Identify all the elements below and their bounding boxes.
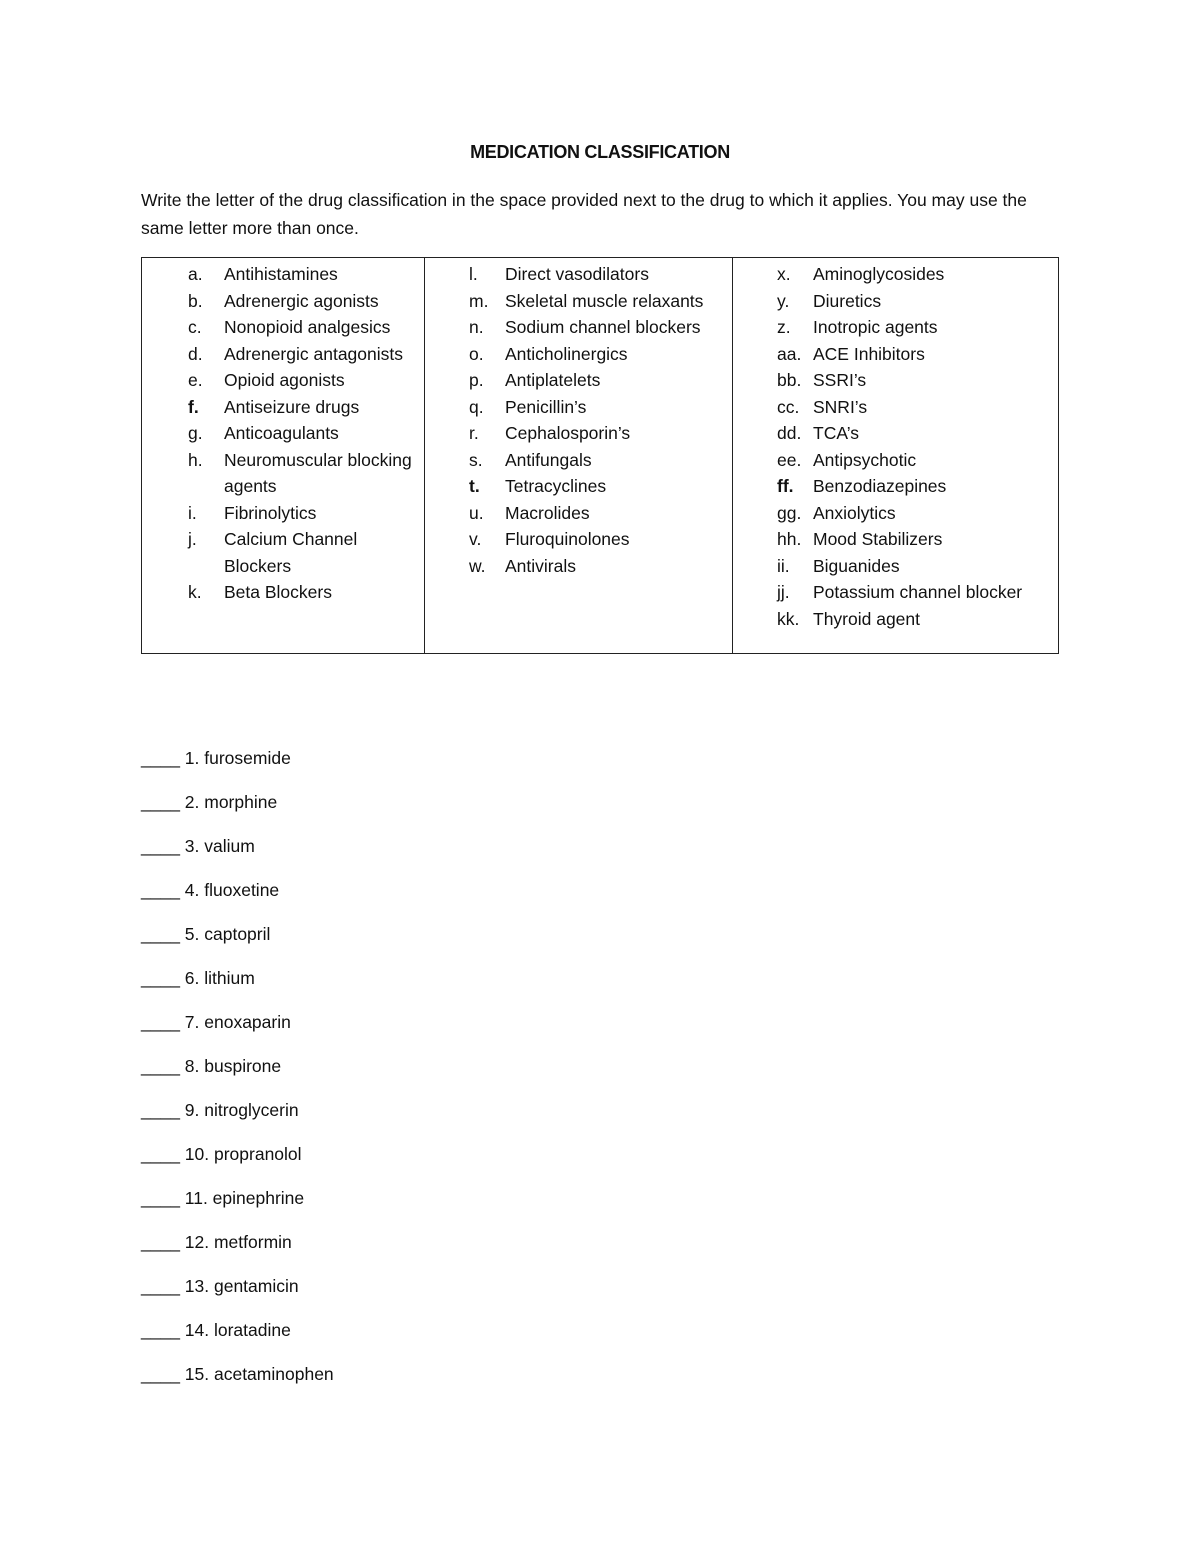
classification-name: Cephalosporin’s — [505, 423, 631, 443]
classification-letter: ee. — [777, 449, 802, 470]
classification-name: Adrenergic agonists — [224, 290, 379, 311]
classification-letter: cc. — [777, 396, 800, 417]
question-item: ____ 1. furosemide — [141, 748, 291, 768]
question-item: ____ 14. loratadine — [141, 1320, 291, 1340]
classification-column-3 — [733, 258, 1058, 653]
classification-item — [425, 288, 732, 315]
classification-letter: g. — [188, 423, 203, 443]
classification-letter: jj. — [777, 582, 790, 602]
classification-item — [733, 341, 1058, 368]
classification-name: Antiseizure drugs — [224, 396, 360, 417]
question-item: ____ 7. enoxaparin — [141, 1012, 291, 1032]
classification-letter: o. — [469, 343, 484, 364]
question-item: ____ 2. morphine — [141, 792, 278, 812]
classification-name: Neuromuscular blocking agents — [224, 449, 412, 496]
question-item: ____ 3. valium — [141, 836, 255, 856]
classification-letter: q. — [469, 396, 484, 417]
classification-item — [142, 500, 424, 527]
classification-name: Benzodiazepines — [813, 476, 947, 496]
classification-item — [425, 367, 732, 394]
classification-item — [733, 288, 1058, 315]
classification-letter: k. — [188, 582, 202, 602]
classification-item — [425, 473, 732, 500]
classification-item — [733, 500, 1058, 527]
classification-name: Antiplatelets — [505, 370, 601, 390]
question-item: ____ 6. lithium — [141, 968, 255, 988]
classification-name: Thyroid agent — [813, 608, 921, 629]
classification-item — [142, 261, 424, 288]
question-item: ____ 8. buspirone — [141, 1056, 282, 1076]
classification-name: Anticoagulants — [224, 423, 339, 443]
classification-letter: y. — [777, 290, 790, 311]
classification-item — [425, 447, 732, 474]
classification-name: Direct vasodilators — [505, 264, 649, 284]
classification-item — [425, 500, 732, 527]
classification-letter: x. — [777, 264, 791, 284]
classification-item — [733, 606, 1058, 633]
classification-name: Mood Stabilizers — [813, 529, 943, 549]
classification-letter: z. — [777, 317, 791, 337]
classification-letter: bb. — [777, 370, 802, 390]
classification-item — [733, 579, 1058, 606]
classification-letter: b. — [188, 290, 203, 311]
classification-name: Antivirals — [505, 555, 576, 576]
classification-name: SNRI’s — [813, 396, 868, 417]
classification-name: Opioid agonists — [224, 370, 345, 390]
classification-name: Tetracyclines — [505, 476, 607, 496]
classification-item — [142, 341, 424, 368]
classification-letter: f. — [188, 396, 199, 417]
classification-letter: c. — [188, 317, 202, 337]
classification-letter: v. — [469, 529, 482, 549]
question-item: ____ 9. nitroglycerin — [141, 1100, 299, 1120]
classification-name: Sodium channel blockers — [505, 317, 701, 337]
classification-letter: i. — [188, 502, 197, 523]
classification-name: ACE Inhibitors — [813, 343, 925, 364]
classification-letter: r. — [469, 423, 479, 443]
classification-letter: j. — [188, 529, 197, 549]
classification-item — [425, 420, 732, 447]
classification-letter: d. — [188, 343, 203, 364]
classification-name: Fluroquinolones — [505, 529, 630, 549]
question-item: ____ 5. captopril — [141, 924, 271, 944]
classification-name: Beta Blockers — [224, 582, 332, 602]
classification-name: Skeletal muscle relaxants — [505, 290, 704, 311]
classification-letter: gg. — [777, 502, 802, 523]
classification-name: Fibrinolytics — [224, 502, 317, 523]
classification-letter: t. — [469, 476, 480, 496]
classification-name: Penicillin’s — [505, 396, 587, 417]
classification-letter: n. — [469, 317, 484, 337]
classification-name: Inotropic agents — [813, 317, 938, 337]
classification-name: Biguanides — [813, 555, 900, 576]
classification-letter: a. — [188, 264, 203, 284]
classification-column-2 — [425, 258, 733, 653]
classification-item — [142, 420, 424, 447]
classification-letter: s. — [469, 449, 483, 470]
question-item: ____ 12. metformin — [141, 1232, 292, 1252]
classification-name: Antipsychotic — [813, 449, 917, 470]
classification-letter: dd. — [777, 423, 802, 443]
classification-letter: p. — [469, 370, 484, 390]
classification-name: Antihistamines — [224, 264, 338, 284]
classification-letter: m. — [469, 290, 489, 311]
classification-item — [733, 261, 1058, 288]
question-item: ____ 13. gentamicin — [141, 1276, 299, 1296]
classification-item — [142, 579, 424, 606]
classification-name: Aminoglycosides — [813, 264, 945, 284]
classification-name: Antifungals — [505, 449, 592, 470]
classification-item — [733, 394, 1058, 421]
classification-item — [733, 526, 1058, 553]
classification-name: Diuretics — [813, 290, 882, 311]
classification-item — [142, 526, 424, 579]
classification-item — [142, 288, 424, 315]
classification-item — [425, 341, 732, 368]
classification-item — [733, 473, 1058, 500]
question-item: ____ 4. fluoxetine — [141, 880, 280, 900]
instructions-paragraph: Write the letter of the drug classification in the space provided next to the drug to which it applies. You may use the same letter more than once. — [141, 190, 1027, 238]
classification-item — [733, 420, 1058, 447]
classification-name: Anticholinergics — [505, 343, 628, 364]
classification-item — [733, 447, 1058, 474]
classification-letter: aa. — [777, 343, 802, 364]
classification-name: Anxiolytics — [813, 502, 896, 523]
page-title: MEDICATION CLASSIFICATION — [470, 142, 730, 162]
classification-item — [425, 526, 732, 553]
classification-item — [733, 367, 1058, 394]
classification-letter: hh. — [777, 529, 802, 549]
question-item: ____ 11. epinephrine — [141, 1188, 305, 1208]
classification-name: Nonopioid analgesics — [224, 317, 391, 337]
classification-item — [425, 394, 732, 421]
classification-letter: ii. — [777, 555, 790, 576]
classification-letter: h. — [188, 449, 203, 470]
classification-letter: kk. — [777, 608, 800, 629]
classification-letter: u. — [469, 502, 484, 523]
classification-item — [733, 553, 1058, 580]
classification-name: TCA’s — [813, 423, 860, 443]
classification-item — [142, 367, 424, 394]
classification-name: Calcium Channel Blockers — [224, 529, 358, 576]
classification-item — [142, 314, 424, 341]
classification-name: SSRI’s — [813, 370, 867, 390]
classification-item — [425, 314, 732, 341]
classification-letter: w. — [469, 555, 486, 576]
classification-letter: l. — [469, 264, 478, 284]
classification-item — [142, 447, 424, 500]
classification-item — [425, 553, 732, 580]
question-item: ____ 10. propranolol — [141, 1144, 302, 1164]
classification-item — [425, 261, 732, 288]
classification-name: Macrolides — [505, 502, 590, 523]
question-list — [141, 744, 841, 1404]
classification-item — [733, 314, 1058, 341]
classification-name: Potassium channel blocker — [813, 582, 1023, 602]
classification-table — [141, 257, 1059, 654]
classification-item — [142, 394, 424, 421]
classification-column-1 — [142, 258, 425, 653]
question-item: ____ 15. acetaminophen — [141, 1364, 334, 1384]
classification-letter: e. — [188, 370, 203, 390]
classification-letter: ff. — [777, 476, 794, 496]
classification-name: Adrenergic antagonists — [224, 343, 403, 364]
